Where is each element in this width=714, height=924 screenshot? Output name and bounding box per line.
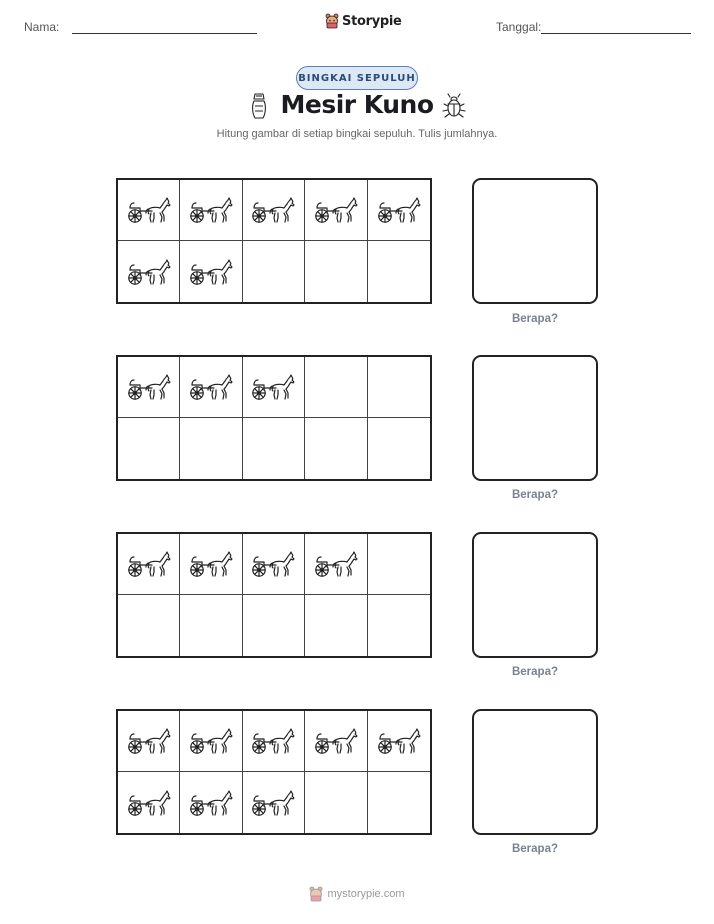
ten-frame-cell [118, 595, 180, 656]
ten-frame-cell [368, 772, 430, 833]
footer-url: mystorypie.com [327, 888, 405, 900]
answer-box-2[interactable] [472, 355, 598, 481]
answer-label-1: Berapa? [511, 313, 559, 325]
ten-frame-3 [116, 532, 432, 658]
date-input-line[interactable] [541, 33, 691, 34]
ten-frame-cell [118, 711, 180, 772]
ten-frame-cell [180, 595, 242, 656]
ten-frame-cell [118, 534, 180, 595]
ten-frame-cell [118, 241, 180, 302]
ten-frame-cell [180, 772, 242, 833]
ten-frame-cell [243, 711, 305, 772]
horse-chariot-icon [189, 549, 233, 579]
ten-frame-cell [368, 180, 430, 241]
answer-label-4: Berapa? [511, 843, 559, 855]
horse-chariot-icon [127, 788, 171, 818]
horse-chariot-icon [189, 372, 233, 402]
ten-frame-cell [368, 711, 430, 772]
ten-frame-cell [180, 180, 242, 241]
horse-chariot-icon [189, 195, 233, 225]
ten-frame-cell [180, 241, 242, 302]
answer-box-3[interactable] [472, 532, 598, 658]
name-input-line[interactable] [72, 33, 257, 34]
ten-frame-cell [243, 534, 305, 595]
ten-frame-cell [368, 357, 430, 418]
ten-frame-cell [305, 241, 367, 302]
horse-chariot-icon [189, 788, 233, 818]
horse-chariot-icon [189, 257, 233, 287]
horse-chariot-icon [314, 549, 358, 579]
ten-frame-1 [116, 178, 432, 304]
ten-frame-cell [118, 418, 180, 479]
ten-frame-cell [118, 357, 180, 418]
answer-label-2: Berapa? [511, 489, 559, 501]
ten-frame-cell [243, 180, 305, 241]
ten-frame-cell [180, 711, 242, 772]
ten-frame-cell [305, 595, 367, 656]
name-label: Nama: [24, 20, 60, 34]
footer [0, 886, 714, 902]
brand-name: Storypie [342, 13, 402, 29]
storypie-mascot-icon [325, 13, 339, 29]
horse-chariot-icon [251, 195, 295, 225]
horse-chariot-icon [251, 549, 295, 579]
ten-frame-cell [305, 711, 367, 772]
ten-frame-cell [305, 418, 367, 479]
horse-chariot-icon [377, 195, 421, 225]
ten-frame-cell [305, 534, 367, 595]
ten-frame-cell [305, 180, 367, 241]
horse-chariot-icon [127, 726, 171, 756]
ten-frame-cell [305, 357, 367, 418]
page-title: Mesir Kuno [280, 90, 434, 119]
ten-frame-cell [305, 772, 367, 833]
ten-frame-2 [116, 355, 432, 481]
horse-chariot-icon [314, 726, 358, 756]
horse-chariot-icon [251, 788, 295, 818]
horse-chariot-icon [127, 372, 171, 402]
ten-frame-cell [243, 595, 305, 656]
ten-frame-cell [368, 595, 430, 656]
horse-chariot-icon [127, 195, 171, 225]
horse-chariot-icon [251, 726, 295, 756]
storypie-mascot-icon [309, 886, 323, 902]
ten-frame-cell [243, 241, 305, 302]
horse-chariot-icon [314, 195, 358, 225]
instructions: Hitung gambar di setiap bingkai sepuluh. Tulis jumlahnya. [216, 128, 498, 140]
ten-frame-cell [368, 534, 430, 595]
ten-frame-cell [368, 241, 430, 302]
date-label: Tanggal: [496, 20, 542, 34]
brand-logo [325, 13, 402, 29]
answer-box-1[interactable] [472, 178, 598, 304]
horse-chariot-icon [127, 549, 171, 579]
ten-frame-cell [180, 357, 242, 418]
horse-chariot-icon [127, 257, 171, 287]
ten-frame-cell [180, 418, 242, 479]
horse-chariot-icon [189, 726, 233, 756]
ten-frame-cell [368, 418, 430, 479]
ten-frame-cell [243, 357, 305, 418]
ten-frame-cell [243, 772, 305, 833]
scarab-beetle-icon [441, 93, 467, 119]
ten-frame-cell [243, 418, 305, 479]
ten-frame-cell [180, 534, 242, 595]
ten-frame-4 [116, 709, 432, 835]
ten-frame-cell [118, 180, 180, 241]
horse-chariot-icon [251, 372, 295, 402]
answer-box-4[interactable] [472, 709, 598, 835]
category-badge: BINGKAI SEPULUH [296, 66, 418, 90]
answer-label-3: Berapa? [511, 666, 559, 678]
ten-frame-cell [118, 772, 180, 833]
horse-chariot-icon [377, 726, 421, 756]
